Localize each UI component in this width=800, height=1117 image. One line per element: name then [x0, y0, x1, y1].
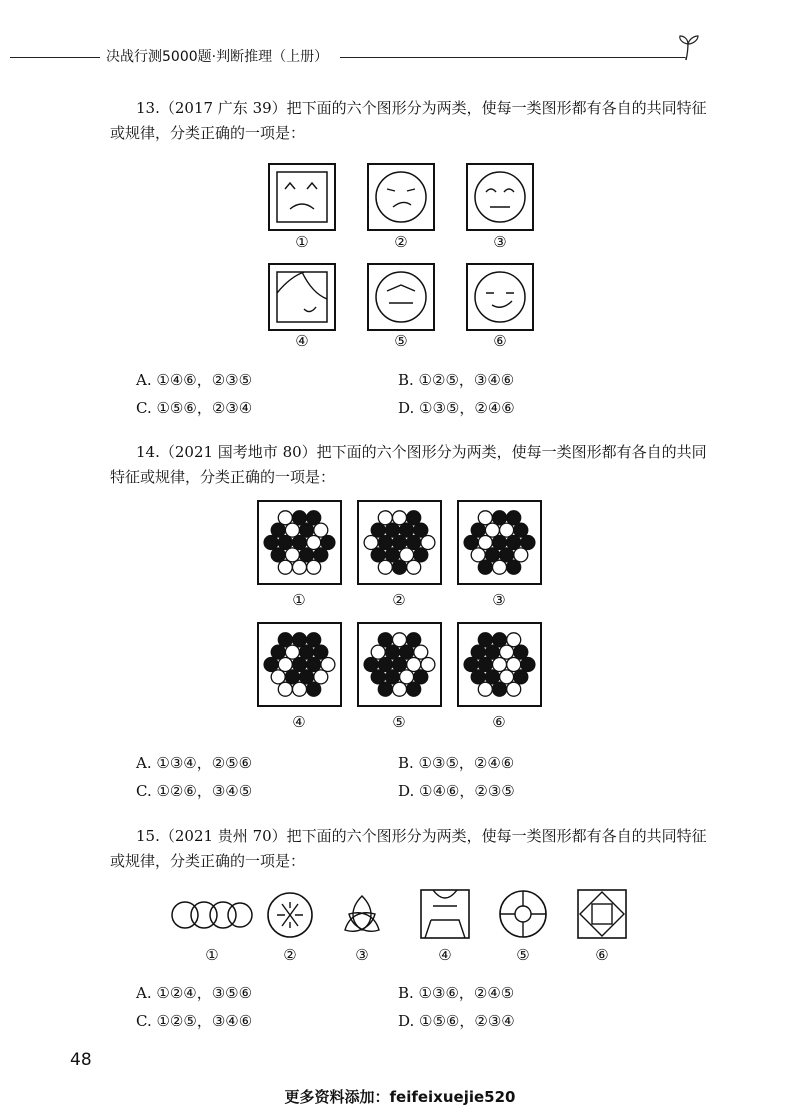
q15-option-b[interactable]: B. ①③⑥，②④⑤	[398, 984, 515, 1002]
q14-dot	[378, 536, 392, 550]
q14-dot	[293, 536, 307, 550]
q15-label-4: ④	[438, 946, 452, 964]
q14-dot	[478, 511, 492, 525]
q14-dot	[485, 523, 499, 537]
q14-dot	[521, 536, 535, 550]
q14-label-2: ②	[392, 591, 406, 609]
q13-label-4: ④	[295, 332, 309, 350]
q14-option-b[interactable]: B. ①③⑤，②④⑥	[398, 754, 515, 772]
q14-dot	[407, 658, 421, 672]
q14-dot	[471, 548, 485, 562]
q14-dot	[307, 633, 321, 647]
q14-dot	[271, 523, 285, 537]
q15-figure-1-rings	[170, 890, 254, 940]
q14-dot	[485, 670, 499, 684]
q14-dot	[514, 645, 528, 659]
q14-dot	[393, 633, 407, 647]
q14-figure-1	[257, 500, 342, 585]
q14-option-d[interactable]: D. ①④⑥，②③⑤	[398, 782, 515, 800]
q14-dot	[314, 523, 328, 537]
q14-dot	[278, 560, 292, 574]
q14-dot	[407, 536, 421, 550]
q15-figure-5	[497, 888, 549, 940]
q14-dot	[393, 560, 407, 574]
q14-dot	[307, 511, 321, 525]
q14-dot	[514, 523, 528, 537]
q14-dot	[393, 511, 407, 525]
q14-dot	[493, 511, 507, 525]
q14-dot	[414, 548, 428, 562]
q14-dot	[407, 682, 421, 696]
q14-dot	[507, 560, 521, 574]
question-15-stem: 15.（2021 贵州 70）把下面的六个图形分为两类，使每一类图形都有各自的共同特征或规律，分类正确的一项是：	[110, 827, 707, 870]
q14-dot	[393, 658, 407, 672]
q14-dot	[407, 511, 421, 525]
header-rule-right	[340, 57, 685, 58]
q15-label-6: ⑥	[595, 946, 609, 964]
q14-dot	[271, 548, 285, 562]
q14-dot	[500, 670, 514, 684]
q13-label-2: ②	[394, 233, 408, 251]
q14-dot	[485, 645, 499, 659]
q14-dot	[493, 633, 507, 647]
q14-dot	[378, 633, 392, 647]
q15-label-2: ②	[283, 946, 297, 964]
q13-figure-5	[367, 263, 435, 331]
q14-label-5: ⑤	[392, 713, 406, 731]
q14-dot	[314, 645, 328, 659]
q14-dot	[264, 658, 278, 672]
q14-dot	[385, 523, 399, 537]
question-13-stem: 13.（2017 广东 39）把下面的六个图形分为两类，使每一类图形都有各自的共同特征或规律，分类正确的一项是：	[110, 99, 707, 142]
q14-dot	[507, 633, 521, 647]
q13-option-d[interactable]: D. ①③⑤，②④⑥	[398, 399, 515, 417]
q14-dot	[371, 523, 385, 537]
q14-dot	[400, 670, 414, 684]
q14-dot	[478, 560, 492, 574]
q14-dot	[371, 645, 385, 659]
q14-dot	[471, 670, 485, 684]
sprout-icon	[676, 34, 706, 62]
q14-dot	[378, 658, 392, 672]
q14-dot	[371, 670, 385, 684]
q14-dot	[285, 523, 299, 537]
q13-figure-4	[268, 263, 336, 331]
q13-label-6: ⑥	[493, 332, 507, 350]
q14-dot	[364, 536, 378, 550]
q14-dot	[393, 682, 407, 696]
q14-dot	[464, 536, 478, 550]
q14-dot	[400, 548, 414, 562]
q14-figure-4	[257, 622, 342, 707]
q14-dot	[385, 670, 399, 684]
q14-dot	[493, 658, 507, 672]
q14-dot	[507, 682, 521, 696]
q15-option-d[interactable]: D. ①⑤⑥，②③④	[398, 1012, 515, 1030]
q13-figure-3	[466, 163, 534, 231]
q15-figure-6	[576, 888, 628, 940]
q14-dot	[285, 645, 299, 659]
q14-dot	[414, 670, 428, 684]
q14-dot	[521, 658, 535, 672]
q13-figure-2	[367, 163, 435, 231]
q15-figure-2	[265, 890, 315, 940]
q14-option-c[interactable]: C. ①②⑥，③④⑤	[136, 782, 253, 800]
q14-dot	[493, 536, 507, 550]
q14-figure-5	[357, 622, 442, 707]
q15-figure-3-triquetra	[337, 890, 387, 940]
q14-dot	[385, 548, 399, 562]
q14-dot	[393, 536, 407, 550]
q14-dot	[378, 560, 392, 574]
q14-dot	[493, 560, 507, 574]
q14-dot	[414, 523, 428, 537]
running-header-title: 决战行测5000题·判断推理（上册）	[106, 49, 329, 65]
q14-label-4: ④	[292, 713, 306, 731]
q14-dot	[514, 548, 528, 562]
q14-dot	[364, 658, 378, 672]
q15-label-5: ⑤	[516, 946, 530, 964]
q14-dot	[314, 548, 328, 562]
q14-dot	[264, 536, 278, 550]
q13-option-b[interactable]: B. ①②⑤，③④⑥	[398, 371, 515, 389]
q14-dot	[378, 682, 392, 696]
q14-dot	[285, 670, 299, 684]
q13-option-c[interactable]: C. ①⑤⑥，②③④	[136, 399, 253, 417]
q13-label-3: ③	[493, 233, 507, 251]
q15-figure-4	[419, 888, 471, 940]
q14-dot	[307, 560, 321, 574]
q14-dot	[271, 670, 285, 684]
q14-dot	[371, 548, 385, 562]
q14-dot	[478, 536, 492, 550]
q15-label-3: ③	[355, 946, 369, 964]
q14-dot	[507, 536, 521, 550]
q14-dot	[271, 645, 285, 659]
q14-dot	[278, 536, 292, 550]
q14-dot	[278, 633, 292, 647]
q13-option-a[interactable]: A. ①④⑥，②③⑤	[136, 371, 253, 389]
header-rule-left	[10, 57, 100, 58]
q13-figure-6	[466, 263, 534, 331]
q15-label-1: ①	[205, 946, 219, 964]
q14-dot	[500, 645, 514, 659]
q14-dot	[278, 658, 292, 672]
q15-option-c[interactable]: C. ①②⑤，③④⑥	[136, 1012, 253, 1030]
q14-dot	[407, 560, 421, 574]
q14-dot	[307, 536, 321, 550]
q14-dot	[378, 511, 392, 525]
q14-dot	[300, 523, 314, 537]
q14-dot	[421, 536, 435, 550]
q14-dot	[293, 682, 307, 696]
q14-dot	[278, 511, 292, 525]
q14-dot	[307, 658, 321, 672]
q14-dot	[400, 645, 414, 659]
q14-dot	[485, 548, 499, 562]
q14-dot	[464, 658, 478, 672]
q14-dot	[300, 645, 314, 659]
q14-dot	[414, 645, 428, 659]
q14-dot	[293, 560, 307, 574]
q14-dot	[471, 523, 485, 537]
q14-dot	[400, 523, 414, 537]
q14-dot	[500, 548, 514, 562]
q14-dot	[507, 658, 521, 672]
q14-dot	[321, 536, 335, 550]
q14-figure-2	[357, 500, 442, 585]
q14-dot	[478, 682, 492, 696]
q14-dot	[385, 645, 399, 659]
q14-dot	[314, 670, 328, 684]
q14-dot	[493, 682, 507, 696]
q14-dot	[293, 633, 307, 647]
q14-dot	[285, 548, 299, 562]
q14-dot	[293, 511, 307, 525]
q14-label-1: ①	[292, 591, 306, 609]
q14-dot	[300, 670, 314, 684]
q14-option-a[interactable]: A. ①③④，②⑤⑥	[136, 754, 253, 772]
q14-dot	[278, 682, 292, 696]
q13-label-5: ⑤	[394, 332, 408, 350]
q14-dot	[321, 658, 335, 672]
q14-dot	[478, 658, 492, 672]
q14-dot	[471, 645, 485, 659]
q14-dot	[421, 658, 435, 672]
q14-figure-3	[457, 500, 542, 585]
footer-note: 更多资料添加：feifeixuejie520	[284, 1088, 516, 1106]
q14-dot	[478, 633, 492, 647]
q14-dot	[507, 511, 521, 525]
q14-figure-6	[457, 622, 542, 707]
q14-dot	[500, 523, 514, 537]
question-14-stem: 14.（2021 国考地市 80）把下面的六个图形分为两类，使每一类图形都有各自的共同特征或规律，分类正确的一项是：	[110, 443, 707, 486]
q14-dot	[307, 682, 321, 696]
q15-option-a[interactable]: A. ①②④，③⑤⑥	[136, 984, 253, 1002]
q14-dot	[300, 548, 314, 562]
q13-figure-1	[268, 163, 336, 231]
q14-label-6: ⑥	[492, 713, 506, 731]
q14-dot	[514, 670, 528, 684]
q14-dot	[293, 658, 307, 672]
q14-dot	[407, 633, 421, 647]
q13-label-1: ①	[295, 233, 309, 251]
q14-label-3: ③	[492, 591, 506, 609]
page-number: 48	[70, 1050, 92, 1070]
